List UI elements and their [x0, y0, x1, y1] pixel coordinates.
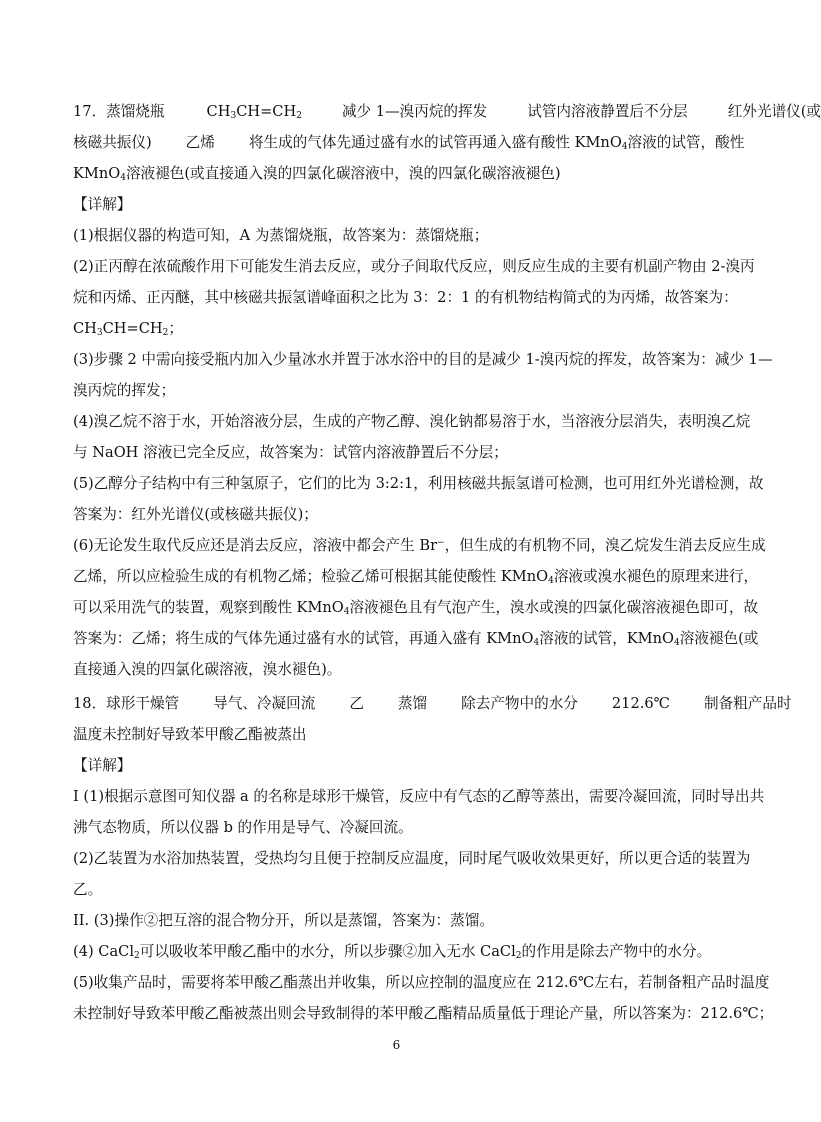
- q18-answer-line-2: 温度未控制好导致苯甲酸乙酯被蒸出: [73, 726, 307, 743]
- explain-5-line-2: 未控制好导致苯甲酸乙酯被蒸出则会导致制得的苯甲酸乙酯精品质量低于理论产量，所以答案为：212.6℃；: [73, 1005, 774, 1022]
- explain-4: (4) CaCl$_2$可以吸收苯甲酸乙酯中的水分，所以步骤②加入无水 CaCl$_2$的作用是除去产物中的水分。: [73, 943, 712, 961]
- detail-6-line-3: 可以采用洗气的装置，观察到酸性 KMnO$_4$溶液褪色且有气泡产生，溴水或溴的四氯化碳溶液褪色即可，故: [73, 599, 759, 617]
- detail-4-line-2: 与 NaOH 溶液已完全反应，故答案为：试管内溶液静置后不分层；: [73, 444, 508, 461]
- explain-2-line-1: (2)乙装置为水浴加热装置，受热均匀且便于控制反应温度，同时尾气吸收效果更好，所以更合适的装置为: [73, 850, 751, 867]
- detail-6-line-4: 答案为：乙烯；将生成的气体先通过盛有水的试管，再通入盛有 KMnO$_4$溶液的试管，KMnO$_4$溶液褪色(或: [73, 630, 759, 648]
- detail-2-line-1: (2)正丙醇在浓硫酸作用下可能发生消去反应，或分子间取代反应，则反应生成的主要有机副产物由 2-溴丙: [73, 258, 755, 275]
- explain-1-line-1: I (1)根据示意图可知仪器 a 的名称是球形干燥管，反应中有气态的乙醇等蒸出，需要冷凝回流，同时导出共: [73, 788, 765, 805]
- explain-3: II. (3)操作②把互溶的混合物分开，所以是蒸馏，答案为：蒸馏。: [73, 912, 494, 929]
- page-number: 6: [392, 1038, 401, 1052]
- detail-1: (1)根据仪器的构造可知，A 为蒸馏烧瓶，故答案为：蒸馏烧瓶；: [73, 227, 489, 244]
- detail-3-line-2: 溴丙烷的挥发；: [73, 382, 176, 399]
- formula-propene: $CH_3CH=CH_2$: [206, 103, 302, 121]
- explain-2-line-2: 乙。: [73, 881, 103, 898]
- q18-answer-line-1: 18．球形干燥管 导气、冷凝回流 乙 蒸馏 除去产物中的水分 212.6℃ 制备粗产品时: [73, 695, 792, 712]
- explain-5-line-1: (5)收集产品时，需要将苯甲酸乙酯蒸出并收集，所以应控制的温度应在 212.6℃左右，若制备粗产品时温度: [73, 974, 770, 991]
- detail-5-line-2: 答案为：红外光谱仪(或核磁共振仪)；: [73, 506, 318, 523]
- section-heading-xiangjie: 【详解】: [73, 196, 132, 213]
- q17-answer-line-1: 17．蒸馏烧瓶 $CH_3CH=CH_2$ 减少 1—溴丙烷的挥发 试管内溶液静置后不分层 红外光谱仪(或: [73, 103, 821, 121]
- detail-5-line-1: (5)乙醇分子结构中有三种氢原子，它们的比为 3:2:1，利用核磁共振氢谱可检测，也可用红外光谱检测，故: [73, 475, 764, 492]
- detail-2-line-2: 烷和丙烯、正丙醚，其中核磁共振氢谱峰面积之比为 3：2：1 的有机物结构简式的为丙烯，故答案为：: [73, 289, 738, 306]
- detail-6-line-2: 乙烯，所以应检验生成的有机物乙烯；检验乙烯可根据其能使酸性 KMnO$_4$溶液或溴水褪色的原理来进行，: [73, 568, 759, 586]
- q17-answer-line-2: 核磁共振仪) 乙烯 将生成的气体先通过盛有水的试管再通入盛有酸性 KMnO$_4$溶液的试管，酸性: [73, 134, 745, 152]
- detail-2-line-3: $CH_3CH=CH_2$；: [73, 320, 183, 338]
- detail-6-line-1: (6)无论发生取代反应还是消去反应，溶液中都会产生 Br−，但生成的有机物不同，溴乙烷发生消去反应生成: [73, 537, 766, 554]
- section-heading-xiangjie-2: 【详解】: [73, 757, 132, 774]
- detail-6-line-5: 直接通入溴的四氯化碳溶液，溴水褪色)。: [73, 661, 342, 678]
- explain-1-line-2: 沸气态物质，所以仪器 b 的作用是导气、冷凝回流。: [73, 819, 413, 836]
- detail-4-line-1: (4)溴乙烷不溶于水，开始溶液分层，生成的产物乙醇、溴化钠都易溶于水，当溶液分层消失，表明溴乙烷: [73, 413, 751, 430]
- detail-3-line-1: (3)步骤 2 中需向接受瓶内加入少量冰水并置于冰水浴中的目的是减少 1-溴丙烷的挥发，故答案为：减少 1—: [73, 351, 773, 368]
- q17-answer-line-3: KMnO$_4$溶液褪色(或直接通入溴的四氯化碳溶液中，溴的四氯化碳溶液褪色): [73, 165, 561, 183]
